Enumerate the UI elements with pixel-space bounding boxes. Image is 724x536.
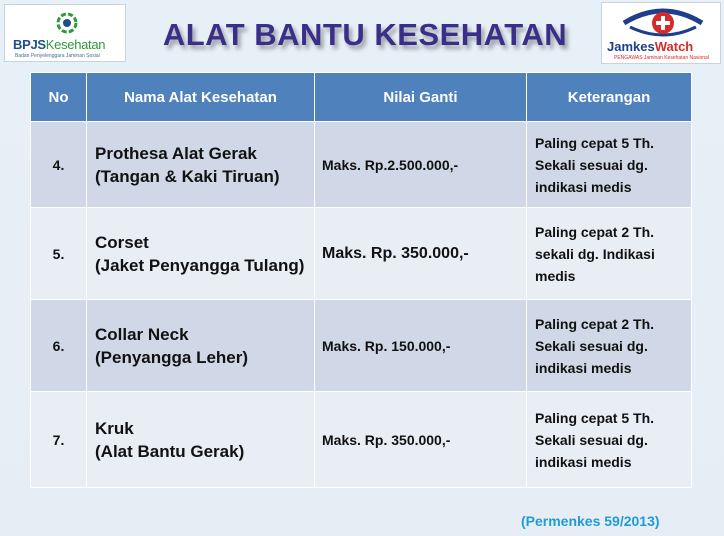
cell-keterangan: [527, 300, 692, 392]
bpjs-logo-subtitle: Badan Penyelenggara Jaminan Sosial: [15, 53, 100, 59]
column-header-nilai: Nilai Ganti: [315, 73, 527, 122]
jamkeswatch-logo: [601, 2, 721, 64]
cell-nama: [87, 300, 315, 392]
page-title: ALAT BANTU KESEHATAN: [162, 17, 568, 52]
jamkeswatch-logo-text: JamkesWatch: [607, 39, 694, 54]
eye-cross-icon: [620, 5, 706, 41]
reference-note: (Permenkes 59/2013): [521, 513, 660, 529]
column-header-no: No: [31, 73, 87, 122]
column-header-nama: Nama Alat Kesehatan: [87, 73, 315, 122]
keterangan-line: Paling cepat 2 Th.: [535, 223, 655, 240]
keterangan-line: indikasi medis: [535, 359, 632, 376]
cell-nilai: Maks. Rp. 350.000,-: [315, 392, 527, 488]
keterangan-line: Sekali sesuai dg.: [535, 431, 648, 448]
cell-nama: [87, 208, 315, 300]
nama-line: (Tangan & Kaki Tiruan): [95, 166, 280, 186]
bpjs-logo: [4, 4, 126, 62]
keterangan-line: Paling cepat 2 Th.: [535, 315, 655, 332]
column-header-keterangan: Keterangan: [527, 73, 692, 122]
keterangan-line: Sekali sesuai dg.: [535, 337, 648, 354]
cell-keterangan: [527, 392, 692, 488]
table-row: [31, 392, 692, 488]
cell-no: 6.: [31, 300, 87, 392]
cell-no: 7.: [31, 392, 87, 488]
keterangan-line: Paling cepat 5 Th.: [535, 134, 655, 151]
nama-line: Corset: [95, 232, 149, 252]
table-row: [31, 122, 692, 208]
cell-keterangan: [527, 122, 692, 208]
alat-kesehatan-table: [30, 72, 691, 486]
cell-nilai: Maks. Rp. 150.000,-: [315, 300, 527, 392]
cell-nama: [87, 392, 315, 488]
keterangan-line: Paling cepat 5 Th.: [535, 409, 655, 426]
nama-line: Prothesa Alat Gerak: [95, 143, 257, 163]
nama-line: (Penyangga Leher): [95, 347, 249, 367]
cell-nilai: Maks. Rp.2.500.000,-: [315, 122, 527, 208]
table-row: [31, 300, 692, 392]
cell-no: 4.: [31, 122, 87, 208]
keterangan-line: Sekali sesuai dg.: [535, 156, 648, 173]
keterangan-line: indikasi medis: [535, 178, 632, 195]
nama-line: Kruk: [95, 418, 134, 438]
nama-line: Collar Neck: [95, 324, 189, 344]
cell-keterangan: [527, 208, 692, 300]
keterangan-line: sekali dg. Indikasi: [535, 245, 655, 262]
jamkeswatch-logo-subtitle: PENGAWAS Jaminan Kesehatan Nasional: [614, 55, 709, 61]
cell-no: 5.: [31, 208, 87, 300]
keterangan-line: medis: [535, 267, 576, 284]
table-header-row: [31, 73, 692, 122]
bpjs-emblem-icon: [55, 11, 79, 35]
cell-nama: [87, 122, 315, 208]
keterangan-line: indikasi medis: [535, 453, 632, 470]
nama-line: (Jaket Penyangga Tulang): [95, 255, 305, 275]
nama-line: (Alat Bantu Gerak): [95, 441, 245, 461]
bpjs-logo-text: BPJSKesehatan: [13, 37, 106, 52]
table-row: [31, 208, 692, 300]
cell-nilai: Maks. Rp. 350.000,-: [315, 208, 527, 300]
